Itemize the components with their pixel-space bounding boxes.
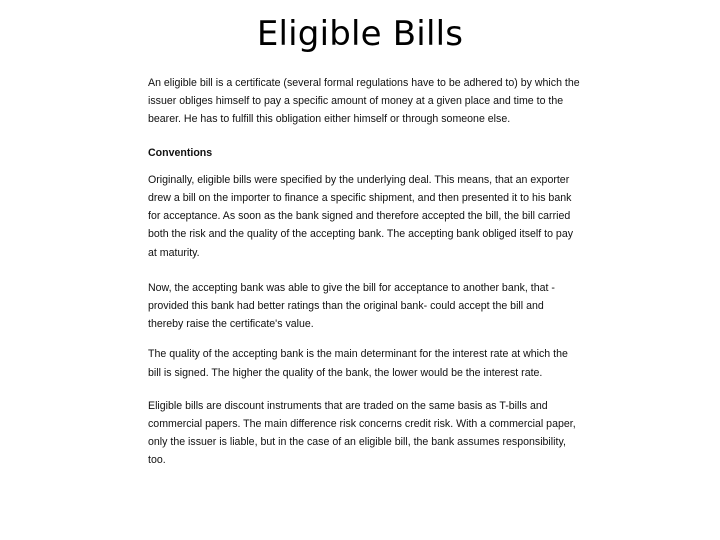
conventions-heading: Conventions <box>148 146 213 159</box>
paragraph-reacceptance: Now, the accepting bank was able to give the bill for acceptance to another bank, that - provided this bank had better ratings than the original bank- could accept the bill and thereby raise the certificate's value. <box>148 281 555 331</box>
slide-title: Eligible Bills <box>256 14 464 54</box>
paragraph-origin: Originally, eligible bills were specified by the underlying deal. This means, that an exporter drew a bill on the importer to finance a specific shipment, and then presented it to his bank for acceptance. As soon as the bank signed and therefore accepted the bill, the bill carried both the risk and the quality of the accepting bank. The accepting bank obliged itself to pay at maturity. <box>148 173 574 259</box>
scanned-document <box>148 74 580 485</box>
intro-paragraph: An eligible bill is a certificate (several formal regulations have to be adhered to) by which the issuer obliges himself to pay a specific amount of money at a given place and time to the bearer. He has to fulfill this obligation either himself or through someone else. <box>148 77 580 126</box>
paragraph-quality: The quality of the accepting bank is the main determinant for the interest rate at which the bill is signed. The higher the quality of the bank, the lower would be the interest rate. <box>148 348 568 379</box>
paragraph-discount-instruments: Eligible bills are discount instruments that are traded on the same basis as T-bills and commercial papers. The main difference risk concerns credit risk. With a commercial paper, only the issuer is liable, but in the case of an eligible bill, the bank assumes responsibility, too. <box>148 399 576 467</box>
